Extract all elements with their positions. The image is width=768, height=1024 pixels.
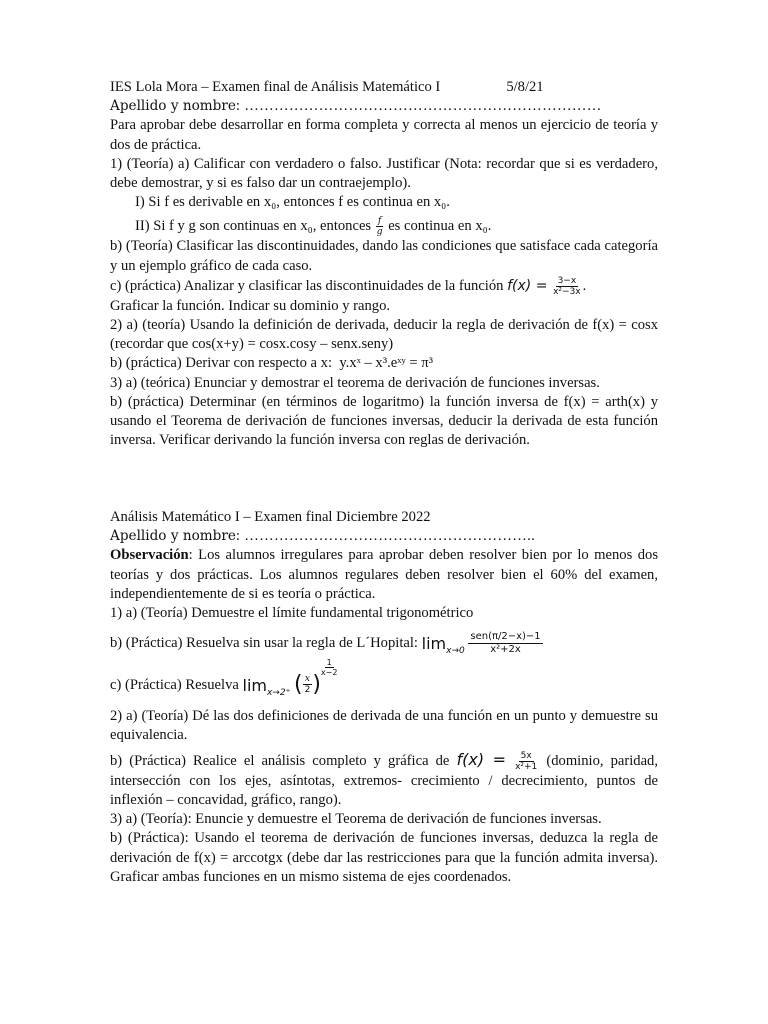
limit-operator: lim (421, 633, 447, 653)
question-1b: b) (Teoría) Clasificar las discontinuidades, dando las condiciones que satisface cada categoría y un ejemplo gráfico de cada caso. (110, 238, 658, 274)
function-fx: f(x) = (456, 749, 506, 769)
limit-expression (421, 633, 465, 656)
period: . (582, 277, 587, 294)
question-2b (110, 750, 658, 811)
exam-instructions: Para aprobar debe desarrollar en forma completa y correcta al menos un ejercicio de teoría y dos de práctica. (110, 117, 658, 153)
right-paren: ) (312, 672, 321, 698)
limit-operator: lim (242, 675, 267, 695)
name-line (110, 97, 658, 116)
question-1c-text: c) (práctica) Analizar y clasificar las discontinuidades de la función (110, 277, 504, 294)
item-ii-text-end: es continua en x₀. (388, 218, 492, 235)
limit-subscript: x→2⁺ (266, 687, 291, 698)
exponent-fraction (321, 658, 338, 677)
limit-expression (242, 675, 291, 698)
question-2a: 2) a) (Teoría) Dé las dos definiciones de derivada de una función en un punto y demuestre su equivalencia. (110, 708, 658, 744)
implicit-equation: y.xˣ – x³.eˣʸ = π³ (339, 355, 434, 372)
question-2a: 2) a) (teoría) Usando la definición de derivada, deducir la regla de derivación de f(x) = cosx (recordar que cos(x+y) = cosx.cosy – senx.seny) (110, 317, 658, 353)
fraction-numerator: 5x (520, 750, 532, 761)
question-2b-text: b) (Práctica) Realice el análisis completo y gráfica de (110, 752, 450, 769)
exam-school-title: IES Lola Mora – Examen final de Análisis Matemático I (110, 79, 441, 95)
fraction-f-over-g (375, 216, 385, 237)
function-fraction (513, 751, 539, 772)
fraction-denominator: 2 (304, 685, 311, 696)
question-2b (110, 354, 658, 373)
item-ii-text: II) Si f y g son continuas en x₀, entonces (135, 218, 372, 235)
question-3a: 3) a) (Teoría): Enuncie y demuestre el Teorema de derivación de funciones inversas. (110, 811, 602, 828)
name-line (110, 527, 658, 546)
name-label: Apellido y nombre (110, 528, 236, 545)
question-1a-item-i: I) Si f es derivable en x₀, entonces f es continua en x₀. (135, 194, 450, 211)
fraction-denominator: x²−3x (553, 286, 581, 297)
exam-header (110, 78, 658, 97)
exam-2022 (110, 508, 658, 887)
observation-paragraph (110, 546, 658, 604)
question-1c (110, 658, 658, 707)
name-dots: : ………………………………………………….. (235, 528, 536, 545)
exam-date: 5/8/21 (506, 79, 544, 95)
observation-label: Observación (110, 547, 189, 564)
fraction-numerator: sen(π/2−x)−1 (470, 630, 541, 642)
fraction-denominator: x²+2x (490, 643, 521, 655)
question-1c (110, 276, 658, 297)
question-1b-text: b) (Práctica) Resuelva sin usar la regla de L´Hopital: (110, 634, 418, 651)
question-3b: b) (práctica) Determinar (en términos de logaritmo) la función inversa de f(x) = arth(x) y usando el Teorema de derivación de funciones inversas, deducir la derivada de esta función inversa. Verificar derivando la función inversa con reglas de derivación. (110, 393, 658, 449)
fraction-denominator: x²+1 (515, 761, 538, 772)
observation-text: : Los alumnos irregulares para aprobar deben resolver bien por lo menos dos teorías y dos prácticas. Los alumnos regulares deben resolver bien el 60% del examen, independientemente de si es teoría o práctica. (110, 547, 658, 602)
fraction-numerator: f (377, 216, 382, 227)
fraction-numerator: x (304, 674, 310, 685)
question-2b-text: b) (práctica) Derivar con respecto a x: (110, 355, 333, 372)
exam-title: Análisis Matemático I – Examen final Diciembre 2022 (110, 509, 431, 525)
name-dots: : ……………………………………………………………… (235, 98, 602, 115)
question-3a: 3) a) (teórica) Enunciar y demostrar el teorema de derivación de funciones inversas. (110, 374, 600, 391)
base-fraction (303, 674, 313, 695)
limit-fraction (468, 631, 542, 656)
question-1a-item-ii (110, 216, 658, 237)
question-2b-text-end: (dominio, paridad, intersección con los ejes, asíntotas, extremos- crecimiento / decrecimiento, puntos de inflexión – concavidad, gráfico, rango). (110, 752, 658, 808)
question-1a: 1) (Teoría) a) Calificar con verdadero o falso. Justificar (Nota: recordar que si es verdadero, debe demostrar, y si es falso dar un contraejemplo). (110, 155, 658, 192)
fraction-numerator: 1 (326, 658, 332, 668)
fraction-denominator: x−2 (320, 668, 338, 678)
question-3b: b) (Práctica): Usando el teorema de derivación de funciones inversas, deduzca la regla de derivación de f(x) = arccotgx (debe dar las restricciones para que la función admita inversa). Graficar ambas funciones en un mismo sistema de ejes coordenados. (110, 830, 658, 885)
question-1b (110, 623, 658, 663)
exam-2021 (110, 78, 658, 450)
function-fx: f(x) = (507, 277, 548, 294)
limit-subscript: x→0 (446, 645, 465, 656)
question-1c-continued: Graficar la función. Indicar su dominio y rango. (110, 297, 391, 314)
left-paren: ( (293, 672, 303, 698)
fraction-numerator: 3−x (557, 275, 577, 286)
power-expression (293, 658, 338, 698)
question-1c-text: c) (Práctica) Resuelva (110, 676, 239, 693)
function-fraction (551, 276, 583, 297)
name-label: Apellido y nombre (110, 98, 236, 115)
question-1a: 1) a) (Teoría) Demuestre el límite fundamental trigonométrico (110, 605, 474, 622)
fraction-denominator: g (376, 227, 383, 238)
